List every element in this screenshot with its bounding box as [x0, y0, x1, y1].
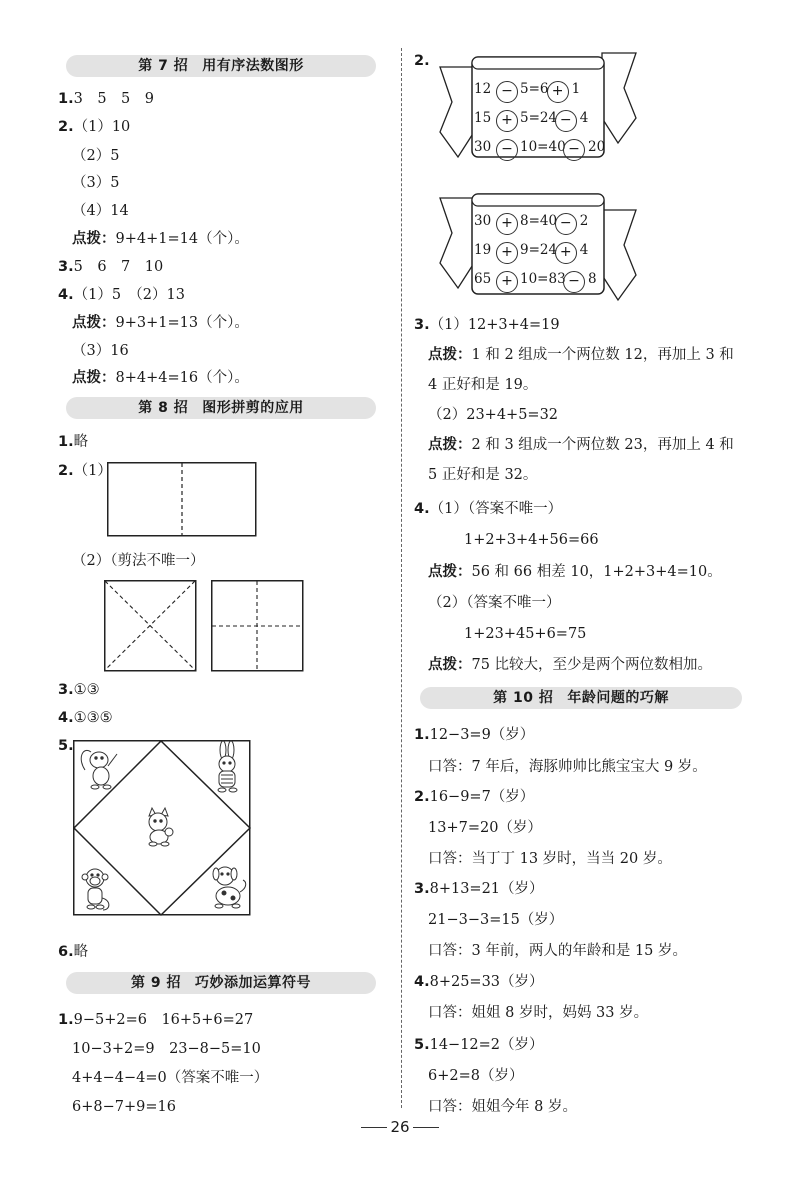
banner-row-operand: 2 [579, 213, 589, 229]
banner-row-operand: 65 [474, 271, 492, 287]
s9-q4-hint1: 点拨：56 和 66 相差 10，1+2+3+4=10。 [428, 564, 722, 580]
squirrel-icon [81, 750, 117, 789]
s7-q2: 2.（1）10 [58, 119, 131, 135]
section-9-number: 第 9 招 [131, 975, 181, 991]
operator-circle: + [547, 81, 569, 103]
section-7-header [66, 55, 376, 77]
operator-circle: + [496, 110, 518, 132]
s10-q5-eq2: 6+2=8（岁） [428, 1068, 524, 1084]
s7-q4: 4.（1）5 （2）13 [58, 287, 185, 303]
section-8-header [66, 397, 376, 419]
s10-q5-answer: 口答：姐姐今年 8 岁。 [428, 1099, 577, 1115]
s9-q3-hint2-b: 5 正好和是 32。 [428, 467, 538, 483]
s7-q2-b: （2）5 [72, 148, 120, 164]
s9-q3-hint1-b: 4 正好和是 19。 [428, 377, 538, 393]
banner-row-operand: 10=83 [520, 271, 566, 287]
s9-q3-hint2-a: 点拨：2 和 3 组成一个两位数 23，再加上 4 和 [428, 437, 734, 453]
s10-q3-eq2: 21−3−3=15（岁） [428, 912, 564, 928]
s7-q4-hint2: 点拨：8+4+4=16（个）。 [72, 370, 249, 386]
section-7-number: 第 7 招 [138, 58, 189, 74]
s9-q3-b: （2）23+4+5=32 [428, 407, 559, 423]
operator-circle: − [496, 139, 518, 161]
s9-q3-hint1-a: 点拨：1 和 2 组成一个两位数 12，再加上 3 和 [428, 347, 734, 363]
s10-q5-eq1: 5.14−12=2（岁） [414, 1037, 544, 1053]
kitten-icon [149, 808, 173, 846]
banner-row-operand: 19 [474, 242, 492, 258]
square-cross-cut-figure [211, 580, 304, 672]
s8-q2: 2.（1） [58, 463, 112, 479]
s7-q1: 1.3 5 5 9 [58, 91, 155, 107]
s9-q4-b: （2）（答案不唯一） [428, 595, 561, 611]
section-10-header [420, 687, 742, 709]
operator-circle: + [496, 271, 518, 293]
s8-q4: 4.①③⑤ [58, 710, 113, 726]
rectangle-cut-figure [107, 462, 257, 538]
s10-q1-eq: 1.12−3=9（岁） [414, 727, 535, 743]
s9-q4-b-equation: 1+23+45+6=75 [464, 626, 587, 642]
banner-row-operand: 5=24 [520, 110, 558, 126]
s10-q2-eq1: 2.16−9=7（岁） [414, 789, 535, 805]
operator-circle: − [555, 213, 577, 235]
s9-q1-line4: 6+8−7+9=16 [72, 1099, 176, 1115]
column-divider [401, 48, 402, 1108]
section-10-title: 年龄问题的巧解 [567, 690, 669, 706]
s7-q2-c: （3）5 [72, 175, 120, 191]
animal-square-figure [73, 740, 251, 916]
banner-row-operand: 1 [571, 81, 581, 97]
s8-q6: 6.略 [58, 944, 89, 960]
banner-row-operand: 12 [474, 81, 492, 97]
s8-q1: 1.略 [58, 434, 89, 450]
s8-q3: 3.①③ [58, 682, 100, 698]
square-diagonal-cut-figure [104, 580, 197, 672]
s9-q1-line1: 1.9−5+2=6 16+5+6=27 [58, 1012, 254, 1028]
s9-q2-number: 2. [414, 53, 430, 69]
section-8-number: 第 8 招 [138, 400, 189, 416]
banner-row-operand: 5=6 [520, 81, 549, 97]
banner-row-operand: 4 [579, 110, 589, 126]
operator-circle: + [496, 242, 518, 264]
operator-circle: − [555, 110, 577, 132]
page-number: 26 [0, 1118, 800, 1136]
section-7-title: 用有序法数图形 [202, 58, 304, 74]
s9-q4-a: 4.（1）（答案不唯一） [414, 501, 563, 517]
s7-q2-d: （4）14 [72, 203, 129, 219]
s9-q3-a: 3.（1）12+3+4=19 [414, 317, 560, 333]
operator-circle: − [563, 271, 585, 293]
s7-q3: 3.5 6 7 10 [58, 259, 164, 275]
banner-row-operand: 8 [588, 271, 597, 287]
banner-row-operand: 30 [474, 213, 492, 229]
banner-row-operand: 9=24 [520, 242, 558, 258]
s9-q4-hint2: 点拨：75 比较大，至少是两个两位数相加。 [428, 657, 713, 673]
banner-row-operand: 4 [579, 242, 589, 258]
s8-q5: 5. [58, 738, 74, 754]
operator-circle: − [563, 139, 585, 161]
s10-q3-answer: 口答：3 年前，两人的年龄和是 15 岁。 [428, 943, 688, 959]
s10-q4-answer: 口答：姐姐 8 岁时，妈妈 33 岁。 [428, 1005, 649, 1021]
s10-q3-eq1: 3.8+13=21（岁） [414, 881, 544, 897]
section-9-header [66, 972, 376, 994]
rabbit-icon [218, 741, 237, 792]
operator-circle: + [496, 213, 518, 235]
s9-q1-line3: 4+4−4−4=0（答案不唯一） [72, 1070, 269, 1086]
section-8-title: 图形拼剪的应用 [202, 400, 304, 416]
s8-q2-b: （2）（剪法不唯一） [72, 553, 205, 569]
s7-q2-hint: 点拨：9+4+1=14（个）。 [72, 231, 249, 247]
banner-row-operand: 30 [474, 139, 492, 155]
banner-row-operand: 20 [588, 139, 606, 155]
s9-q4-a-equation: 1+2+3+4+56=66 [464, 532, 599, 548]
s10-q4-eq: 4.8+25=33（岁） [414, 974, 544, 990]
s10-q2-eq2: 13+7=20（岁） [428, 820, 542, 836]
s9-q1-line2: 10−3+2=9 23−8−5=10 [72, 1041, 261, 1057]
monkey-icon [82, 869, 109, 910]
banner-row-operand: 8=40 [520, 213, 558, 229]
s10-q2-answer: 口答：当丁丁 13 岁时，当当 20 岁。 [428, 851, 672, 867]
banner-row-operand: 15 [474, 110, 492, 126]
s7-q4-c: （3）16 [72, 343, 129, 359]
banner-row-operand: 10=40 [520, 139, 566, 155]
operator-circle: + [555, 242, 577, 264]
section-10-number: 第 10 招 [493, 690, 554, 706]
s10-q1-answer: 口答：7 年后，海豚帅帅比熊宝宝大 9 岁。 [428, 759, 707, 775]
s7-q4-hint1: 点拨：9+3+1=13（个）。 [72, 315, 249, 331]
section-9-title: 巧妙添加运算符号 [195, 975, 311, 991]
operator-circle: − [496, 81, 518, 103]
puppy-icon [213, 867, 246, 908]
